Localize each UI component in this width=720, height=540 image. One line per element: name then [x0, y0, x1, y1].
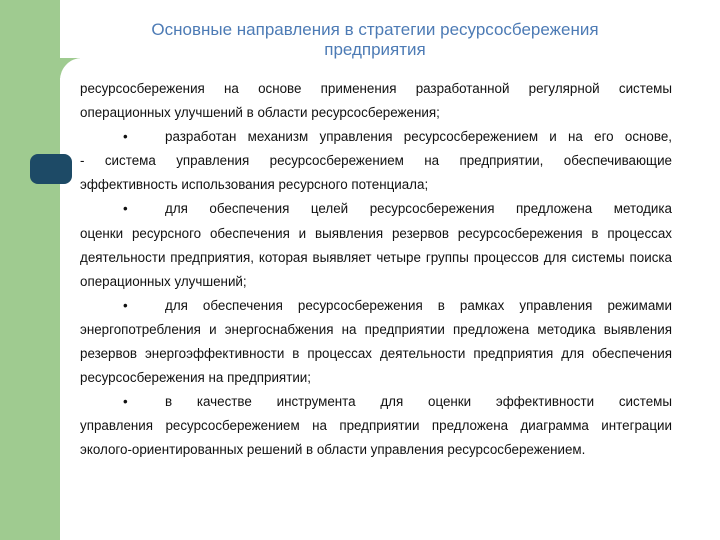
slide-title — [100, 20, 650, 60]
slide-title-line-1: Основные направления в стратегии ресурсосбережения — [151, 20, 599, 39]
bullet-item — [80, 125, 672, 197]
slide-body — [80, 77, 672, 463]
bullet-item — [80, 197, 672, 293]
bullet-item — [80, 390, 672, 462]
bullet-first-line: для обеспечения ресурсосбережения в рамках управления режимами — [165, 297, 672, 313]
bullet-dot: • — [123, 394, 128, 410]
bullet-continuation: управления ресурсосбережением на предприятии предложена диаграмма интеграции эколого-ориентированных решений в области управления ресурсосбережением. — [80, 418, 672, 458]
bullet-first-line: разработан механизм управления ресурсосбережением и на его основе, — [165, 129, 672, 145]
bullet-dot: • — [123, 297, 128, 313]
bullet-first-line: в качестве инструмента для оценки эффективности системы — [165, 394, 672, 410]
intro-paragraph: ресурсосбережения на основе применения разработанной регулярной системы операционных улучшений в области ресурсосбережения; — [80, 81, 672, 121]
bullet-item — [80, 294, 672, 390]
bullet-continuation: оценки ресурсного обеспечения и выявления резервов ресурсосбережения в процессах деятельности предприятия, которая выявляет четыре группы процессов для системы поиска операционных улучшений; — [80, 225, 672, 289]
bullet-dot: • — [123, 201, 128, 217]
bullet-continuation: энергопотребления и энергоснабжения на предприятии предложена методика выявления резервов энергоэффективности в процессах деятельности предприятия для обеспечения ресурсосбережения на предприятии; — [80, 321, 672, 386]
slide-tab-marker — [30, 154, 72, 184]
bullet-first-line: для обеспечения целей ресурсосбережения предложена методика — [165, 201, 672, 217]
left-decor-bar — [0, 0, 60, 540]
bullet-continuation: - система управления ресурсосбережением на предприятии, обеспечивающие эффективность использования ресурсного потенциала; — [80, 153, 672, 193]
bullet-dot: • — [123, 129, 128, 145]
slide-title-line-2: предприятия — [324, 40, 426, 59]
